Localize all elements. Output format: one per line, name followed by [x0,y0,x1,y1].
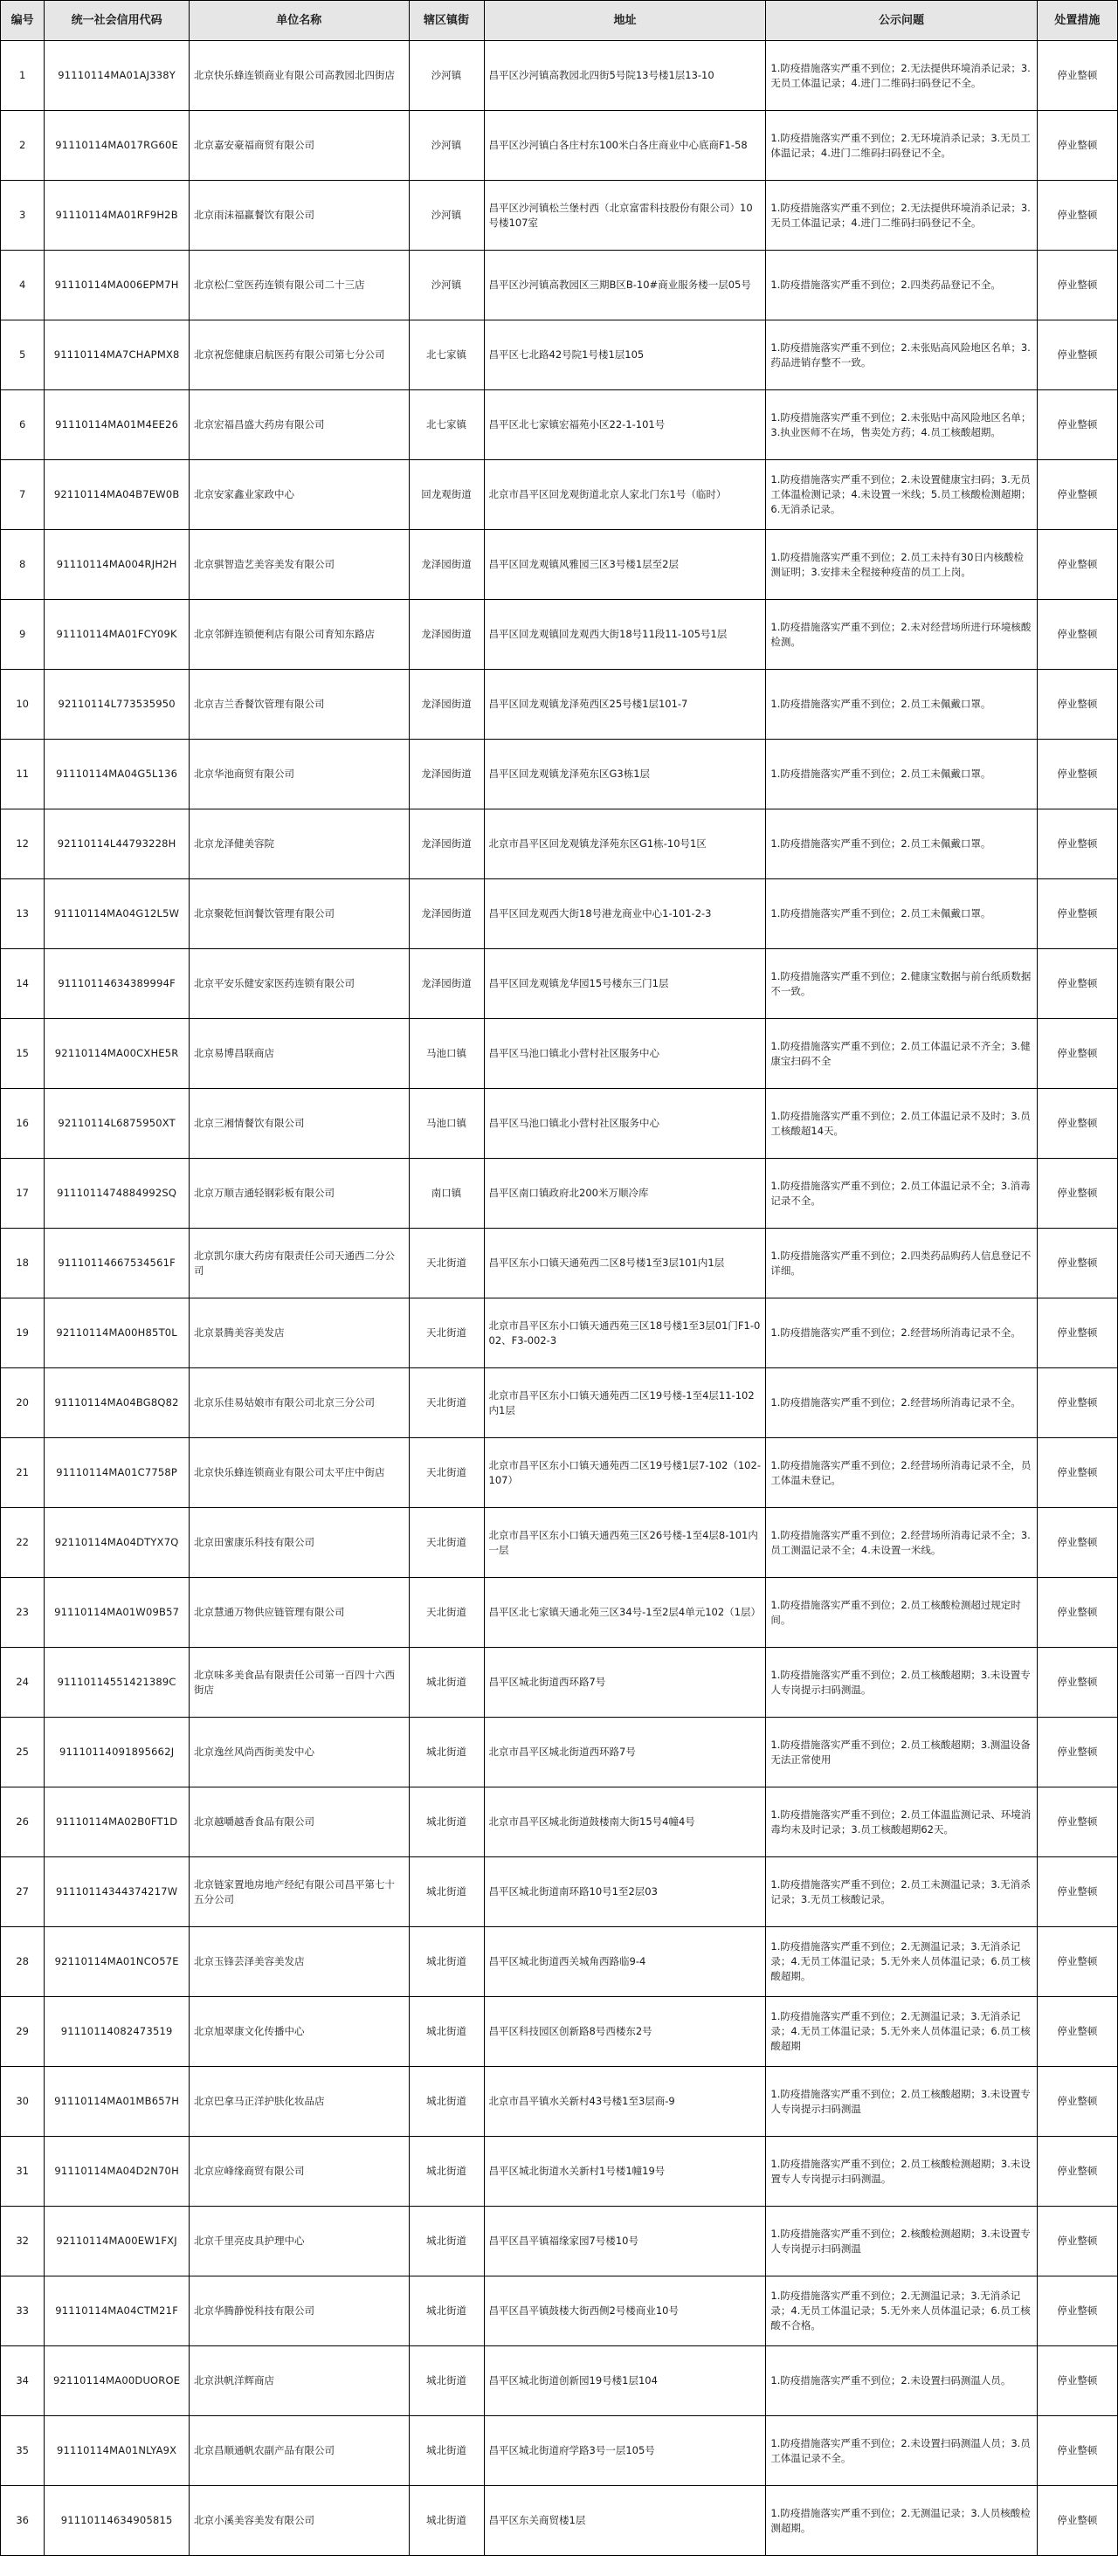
street-cell: 天北街道 [409,1508,484,1578]
row-number: 36 [1,2486,45,2556]
street-cell: 城北街道 [409,2416,484,2486]
action-cell: 停业整顿 [1037,460,1117,530]
street-cell: 龙泽园街道 [409,809,484,879]
unit-name-cell: 北京链家置地房地产经纪有限公司昌平第七十五分公司 [189,1857,409,1927]
table-row [1,2416,1118,2486]
address-cell: 北京市昌平区城北街道西环路7号 [484,1718,766,1787]
credit-code-cell: 92110114L773535950 [45,670,190,740]
address-cell: 昌平区南口镇政府北200米万顺冷库 [484,1159,766,1229]
issue-cell: 1.防疫措施落实严重不到位；2.员工未测温记录；3.无消杀记录；3.无员工核酸记录。 [766,1857,1037,1927]
table-row [1,111,1118,181]
issue-cell: 1.防疫措施落实严重不到位；2.四类药品登记不全。 [766,251,1037,320]
unit-name-cell: 北京玉锋芸泽美容美发店 [189,1927,409,1997]
street-cell: 城北街道 [409,2207,484,2276]
action-cell: 停业整顿 [1037,809,1117,879]
issue-cell: 1.防疫措施落实严重不到位；2.经营场所消毒记录不全。 [766,1368,1037,1438]
issue-cell: 1.防疫措施落实严重不到位；2.未对经营场所进行环境核酸检测。 [766,600,1037,670]
unit-name-cell: 北京越嚼越香食品有限公司 [189,1787,409,1857]
action-cell: 停业整顿 [1037,1229,1117,1298]
action-cell: 停业整顿 [1037,1089,1117,1159]
address-cell: 昌平区城北街道府学路3号一层105号 [484,2416,766,2486]
street-cell: 城北街道 [409,1787,484,1857]
header-action: 处置措施 [1037,1,1117,41]
unit-name-cell: 北京昌顺通帆农副产品有限公司 [189,2416,409,2486]
unit-name-cell: 北京嘉安豪福商贸有限公司 [189,111,409,181]
unit-name-cell: 北京快乐蜂连锁商业有限公司太平庄中街店 [189,1438,409,1508]
street-cell: 城北街道 [409,1718,484,1787]
address-cell: 昌平区沙河镇高教园北四街5号院13号楼1层13-10 [484,41,766,111]
row-number: 19 [1,1298,45,1368]
credit-code-cell: 91110114MA02B0FT1D [45,1787,190,1857]
credit-code-cell: 91110114MA01RF9H2B [45,181,190,251]
address-cell: 昌平区回龙观镇回龙观西大街18号11段11-105号1层 [484,600,766,670]
action-cell: 停业整顿 [1037,390,1117,460]
issue-cell: 1.防疫措施落实严重不到位；2.员工核酸检测超过规定时间。 [766,1578,1037,1648]
street-cell: 天北街道 [409,1298,484,1368]
address-cell: 昌平区马池口镇北小营村社区服务中心 [484,1019,766,1089]
street-cell: 龙泽园街道 [409,879,484,949]
street-cell: 沙河镇 [409,111,484,181]
table-row [1,1508,1118,1578]
unit-name-cell: 北京旭翠康文化传播中心 [189,1997,409,2067]
table-row [1,1229,1118,1298]
unit-name-cell: 北京乐佳易姑娘市有限公司北京三分公司 [189,1368,409,1438]
street-cell: 城北街道 [409,2067,484,2137]
header-unit-name: 单位名称 [189,1,409,41]
credit-code-cell: 91110114MA01C7758P [45,1438,190,1508]
row-number: 31 [1,2137,45,2207]
table-row [1,460,1118,530]
issue-cell: 1.防疫措施落实严重不到位；2.经营场所消毒记录不全；3.员工测温记录不全；4.未设置一米线。 [766,1508,1037,1578]
unit-name-cell: 北京凯尔康大药房有限责任公司天通西二分公司 [189,1229,409,1298]
action-cell: 停业整顿 [1037,41,1117,111]
street-cell: 城北街道 [409,1927,484,1997]
credit-code-cell: 91110114MA017RG60E [45,111,190,181]
unit-name-cell: 北京骐智造艺美容美发有限公司 [189,530,409,600]
row-number: 2 [1,111,45,181]
issue-cell: 1.防疫措施落实严重不到位；2.员工体温监测记录、环境消毒均未及时记录；3.员工核酸超期62天。 [766,1787,1037,1857]
unit-name-cell: 北京万顺吉通轻钢彩板有限公司 [189,1159,409,1229]
issue-cell: 1.防疫措施落实严重不到位；2.无测温记录；3.无消杀记录；4.无员工体温记录；5.无外来人员体温记录；6.员工核酸不合格。 [766,2276,1037,2346]
credit-code-cell: 91110114MA7CHAPMX8 [45,320,190,390]
address-cell: 北京市昌平区东小口镇天通苑西二区19号楼1层7-102（102-107） [484,1438,766,1508]
street-cell: 城北街道 [409,2486,484,2556]
street-cell: 城北街道 [409,1648,484,1718]
unit-name-cell: 北京三湘情餐饮有限公司 [189,1089,409,1159]
issue-cell: 1.防疫措施落实严重不到位；2.未张贴高风险地区名单；3.药品进销存整不一致。 [766,320,1037,390]
address-cell: 昌平区回龙观镇龙华园15号楼东三门1层 [484,949,766,1019]
issue-cell: 1.防疫措施落实严重不到位；2.健康宝数据与前台纸质数据不一致。 [766,949,1037,1019]
credit-code-cell: 92110114MA01NCO57E [45,1927,190,1997]
address-cell: 昌平区科技园区创新路8号西楼东2号 [484,1997,766,2067]
row-number: 20 [1,1368,45,1438]
credit-code-cell: 92110114MA00DUOROE [45,2346,190,2416]
address-cell: 北京市昌平区东小口镇天通西苑三区26号楼-1至4层8-101内一层 [484,1508,766,1578]
row-number: 7 [1,460,45,530]
row-number: 35 [1,2416,45,2486]
street-cell: 沙河镇 [409,181,484,251]
row-number: 16 [1,1089,45,1159]
row-number: 1 [1,41,45,111]
row-number: 11 [1,740,45,809]
row-number: 14 [1,949,45,1019]
street-cell: 天北街道 [409,1578,484,1648]
address-cell: 北京市昌平镇水关新村43号楼1至3层商-9 [484,2067,766,2137]
table-row [1,740,1118,809]
table-row [1,670,1118,740]
row-number: 6 [1,390,45,460]
issue-cell: 1.防疫措施落实严重不到位；2.员工体温记录不及时；3.员工核酸超14天。 [766,1089,1037,1159]
street-cell: 城北街道 [409,2276,484,2346]
table-row [1,1368,1118,1438]
unit-name-cell: 北京安家鑫业家政中心 [189,460,409,530]
credit-code-cell: 92110114L44793228H [45,809,190,879]
row-number: 24 [1,1648,45,1718]
street-cell: 沙河镇 [409,41,484,111]
row-number: 27 [1,1857,45,1927]
street-cell: 城北街道 [409,2137,484,2207]
header-issue: 公示问题 [766,1,1037,41]
action-cell: 停业整顿 [1037,1927,1117,1997]
table-row [1,2276,1118,2346]
credit-code-cell: 91110114MA04BG8Q82 [45,1368,190,1438]
row-number: 5 [1,320,45,390]
address-cell: 北京市昌平区回龙观镇龙泽苑东区G1栋-10号1区 [484,809,766,879]
table-row [1,809,1118,879]
street-cell: 回龙观街道 [409,460,484,530]
address-cell: 昌平区回龙观镇龙泽苑西区25号楼1层101-7 [484,670,766,740]
unit-name-cell: 北京味多美食品有限责任公司第一百四十六西街店 [189,1648,409,1718]
credit-code-cell: 91110114MA004RJH2H [45,530,190,600]
street-cell: 北七家镇 [409,320,484,390]
unit-name-cell: 北京田蜜康乐科技有限公司 [189,1508,409,1578]
credit-code-cell: 92110114MA04DTYX7Q [45,1508,190,1578]
action-cell: 停业整顿 [1037,670,1117,740]
address-cell: 昌平区北七家镇天通北苑三区34号-1至2层4单元102（1层） [484,1578,766,1648]
credit-code-cell: 91110114MA04CTM21F [45,2276,190,2346]
table-row [1,600,1118,670]
issue-cell: 1.防疫措施落实严重不到位；2.员工未佩戴口罩。 [766,879,1037,949]
table-row [1,949,1118,1019]
credit-code-cell: 91110114MA006EPM7H [45,251,190,320]
unit-name-cell: 北京华池商贸有限公司 [189,740,409,809]
table-row [1,530,1118,600]
unit-name-cell: 北京景腾美容美发店 [189,1298,409,1368]
row-number: 4 [1,251,45,320]
street-cell: 天北街道 [409,1229,484,1298]
address-cell: 昌平区沙河镇松兰堡村西（北京富雷科技股份有限公司）10号楼107室 [484,181,766,251]
table-row [1,1857,1118,1927]
issue-cell: 1.防疫措施落实严重不到位；2.员工核酸超期；3.未设置专人专岗提示扫码测温 [766,2067,1037,2137]
credit-code-cell: 91110114551421389C [45,1648,190,1718]
credit-code-cell: 91110114MA01M4EE26 [45,390,190,460]
row-number: 3 [1,181,45,251]
credit-code-cell: 91110114082473519 [45,1997,190,2067]
table-row [1,1019,1118,1089]
table-row [1,1787,1118,1857]
address-cell: 昌平区昌平镇鼓楼大街西侧2号楼商业10号 [484,2276,766,2346]
action-cell: 停业整顿 [1037,740,1117,809]
credit-code-cell: 91110114MA04G5L136 [45,740,190,809]
action-cell: 停业整顿 [1037,2276,1117,2346]
row-number: 28 [1,1927,45,1997]
address-cell: 北京市昌平区回龙观街道北京人家北门东1号（临时） [484,460,766,530]
unit-name-cell: 北京千里亮皮具护理中心 [189,2207,409,2276]
street-cell: 沙河镇 [409,251,484,320]
action-cell: 停业整顿 [1037,1857,1117,1927]
action-cell: 停业整顿 [1037,1019,1117,1089]
issue-cell: 1.防疫措施落实严重不到位；2.员工核酸检测超期；3.未设置专人专岗提示扫码测温。 [766,2137,1037,2207]
row-number: 30 [1,2067,45,2137]
issue-cell: 1.防疫措施落实严重不到位；2.未设置扫码测温人员；3.员工体温记录不全。 [766,2416,1037,2486]
row-number: 21 [1,1438,45,1508]
table-row [1,41,1118,111]
unit-name-cell: 北京龙泽健美容院 [189,809,409,879]
row-number: 13 [1,879,45,949]
address-cell: 昌平区回龙观镇龙泽苑东区G3栋1层 [484,740,766,809]
street-cell: 南口镇 [409,1159,484,1229]
credit-code-cell: 91110114MA04G12L5W [45,879,190,949]
address-cell: 昌平区沙河镇高教园区三期B区B-10#商业服务楼一层05号 [484,251,766,320]
unit-name-cell: 北京聚乾恒润餐饮管理有限公司 [189,879,409,949]
action-cell: 停业整顿 [1037,2486,1117,2556]
street-cell: 北七家镇 [409,390,484,460]
header-address: 地址 [484,1,766,41]
action-cell: 停业整顿 [1037,181,1117,251]
issue-cell: 1.防疫措施落实严重不到位；2.四类药品购药人信息登记不详细。 [766,1229,1037,1298]
unit-name-cell: 北京华腾静悦科技有限公司 [189,2276,409,2346]
row-number: 17 [1,1159,45,1229]
street-cell: 龙泽园街道 [409,949,484,1019]
issue-cell: 1.防疫措施落实严重不到位；2.无法提供环境消杀记录；3.无员工体温记录；4.进门二维码扫码登记不全。 [766,41,1037,111]
address-cell: 北京市昌平区东小口镇天通苑西二区19号楼-1至4层11-102内1层 [484,1368,766,1438]
street-cell: 城北街道 [409,1857,484,1927]
action-cell: 停业整顿 [1037,2137,1117,2207]
table-row [1,1997,1118,2067]
credit-code-cell: 91110114MA01AJ338Y [45,41,190,111]
credit-code-cell: 91110114634905815 [45,2486,190,2556]
credit-code-cell: 91110114344374217W [45,1857,190,1927]
action-cell: 停业整顿 [1037,2416,1117,2486]
unit-name-cell: 北京洪帆洋辉商店 [189,2346,409,2416]
address-cell: 昌平区城北街道西关城角西路临9-4 [484,1927,766,1997]
row-number: 29 [1,1997,45,2067]
row-number: 26 [1,1787,45,1857]
action-cell: 停业整顿 [1037,2207,1117,2276]
table-row [1,2207,1118,2276]
action-cell: 停业整顿 [1037,1997,1117,2067]
row-number: 25 [1,1718,45,1787]
credit-code-cell: 9111011474884992SQ [45,1159,190,1229]
street-cell: 天北街道 [409,1438,484,1508]
street-cell: 城北街道 [409,1997,484,2067]
unit-name-cell: 北京巴拿马正洋护肤化妆品店 [189,2067,409,2137]
credit-code-cell: 92110114MA00H85T0L [45,1298,190,1368]
street-cell: 龙泽园街道 [409,530,484,600]
action-cell: 停业整顿 [1037,1508,1117,1578]
action-cell: 停业整顿 [1037,879,1117,949]
street-cell: 马池口镇 [409,1089,484,1159]
unit-name-cell: 北京祝您健康启航医药有限公司第七分公司 [189,320,409,390]
street-cell: 马池口镇 [409,1019,484,1089]
header-no: 编号 [1,1,45,41]
address-cell: 昌平区城北街道南环路10号1至2层03 [484,1857,766,1927]
action-cell: 停业整顿 [1037,2067,1117,2137]
header-street: 辖区镇街 [409,1,484,41]
issue-cell: 1.防疫措施落实严重不到位；2.无测温记录；3.无消杀记录；4.无员工体温记录；5.无外来人员体温记录；6.员工核酸超期 [766,1997,1037,2067]
table-row [1,1648,1118,1718]
action-cell: 停业整顿 [1037,251,1117,320]
row-number: 8 [1,530,45,600]
issue-cell: 1.防疫措施落实严重不到位；2.无环境消杀记录；3.无员工体温记录；4.进门二维码扫码登记不全。 [766,111,1037,181]
unit-name-cell: 北京易博昌联商店 [189,1019,409,1089]
action-cell: 停业整顿 [1037,1787,1117,1857]
table-row [1,879,1118,949]
issue-cell: 1.防疫措施落实严重不到位；2.员工核酸超期；3.测温设备无法正常使用 [766,1718,1037,1787]
street-cell: 龙泽园街道 [409,740,484,809]
table-row [1,181,1118,251]
credit-code-cell: 91110114667534561F [45,1229,190,1298]
street-cell: 龙泽园街道 [409,600,484,670]
credit-code-cell: 91110114091895662J [45,1718,190,1787]
credit-code-cell: 91110114MA01MB657H [45,2067,190,2137]
address-cell: 昌平区城北街道创新园19号楼1层104 [484,2346,766,2416]
issue-cell: 1.防疫措施落实严重不到位；2.员工核酸超期；3.未设置专人专岗提示扫码测温。 [766,1648,1037,1718]
action-cell: 停业整顿 [1037,1368,1117,1438]
action-cell: 停业整顿 [1037,320,1117,390]
action-cell: 停业整顿 [1037,1159,1117,1229]
table-row [1,1718,1118,1787]
address-cell: 昌平区沙河镇白各庄村东100米白各庄商业中心底商F1-58 [484,111,766,181]
credit-code-cell: 91110114MA01W09B57 [45,1578,190,1648]
action-cell: 停业整顿 [1037,1578,1117,1648]
unit-name-cell: 北京邻鲜连锁便利店有限公司育知东路店 [189,600,409,670]
credit-code-cell: 91110114634389994F [45,949,190,1019]
issue-cell: 1.防疫措施落实严重不到位；2.员工未佩戴口罩。 [766,740,1037,809]
action-cell: 停业整顿 [1037,600,1117,670]
credit-code-cell: 92110114MA00EW1FXJ [45,2207,190,2276]
row-number: 32 [1,2207,45,2276]
unit-name-cell: 北京慧通万物供应链管理有限公司 [189,1578,409,1648]
table-row [1,1927,1118,1997]
action-cell: 停业整顿 [1037,949,1117,1019]
row-number: 10 [1,670,45,740]
issue-cell: 1.防疫措施落实严重不到位；2.员工未佩戴口罩。 [766,809,1037,879]
action-cell: 停业整顿 [1037,111,1117,181]
table-row [1,2346,1118,2416]
unit-name-cell: 北京小溪美容美发有限公司 [189,2486,409,2556]
table-row [1,1298,1118,1368]
issue-cell: 1.防疫措施落实严重不到位；2.经营场所消毒记录不全。 [766,1298,1037,1368]
unit-name-cell: 北京平安乐健安家医药连锁有限公司 [189,949,409,1019]
row-number: 33 [1,2276,45,2346]
issue-cell: 1.防疫措施落实严重不到位；2.员工未持有30日内核酸检测证明；3.安排未全程接种疫苗的员工上岗。 [766,530,1037,600]
address-cell: 昌平区回龙观西大街18号港龙商业中心1-101-2-3 [484,879,766,949]
issue-cell: 1.防疫措施落实严重不到位；2.未设置扫码测温人员。 [766,2346,1037,2416]
action-cell: 停业整顿 [1037,1438,1117,1508]
table-row [1,1159,1118,1229]
action-cell: 停业整顿 [1037,530,1117,600]
row-number: 23 [1,1578,45,1648]
issue-cell: 1.防疫措施落实严重不到位；2.员工体温记录不齐全；3.健康宝扫码不全 [766,1019,1037,1089]
credit-code-cell: 92110114L6875950XT [45,1089,190,1159]
street-cell: 天北街道 [409,1368,484,1438]
address-cell: 昌平区北七家镇宏福苑小区22-1-101号 [484,390,766,460]
address-cell: 昌平区东关商贸楼1层 [484,2486,766,2556]
table-row [1,1578,1118,1648]
table-row [1,1089,1118,1159]
address-cell: 北京市昌平区东小口镇天通西苑三区18号楼1至3层01门F1-002、F3-002-3 [484,1298,766,1368]
row-number: 18 [1,1229,45,1298]
address-cell: 昌平区回龙观镇风雅园三区3号楼1层至2层 [484,530,766,600]
table-row [1,2486,1118,2556]
issue-cell: 1.防疫措施落实严重不到位；2.核酸检测超期；3.未设置专人专岗提示扫码测温 [766,2207,1037,2276]
table-row [1,2137,1118,2207]
street-cell: 龙泽园街道 [409,670,484,740]
row-number: 34 [1,2346,45,2416]
unit-name-cell: 北京吉兰香餐饮管理有限公司 [189,670,409,740]
street-cell: 城北街道 [409,2346,484,2416]
credit-code-cell: 91110114MA01FCY09K [45,600,190,670]
address-cell: 昌平区城北街道西环路7号 [484,1648,766,1718]
row-number: 15 [1,1019,45,1089]
issue-cell: 1.防疫措施落实严重不到位；2.未张贴中高风险地区名单；3.执业医师不在场，售卖处方药；4.员工核酸超期。 [766,390,1037,460]
table-row [1,251,1118,320]
unit-name-cell: 北京逸丝风尚西街美发中心 [189,1718,409,1787]
issue-cell: 1.防疫措施落实严重不到位；2.员工体温记录不全；3.消毒记录不全。 [766,1159,1037,1229]
table-row [1,320,1118,390]
action-cell: 停业整顿 [1037,1298,1117,1368]
unit-name-cell: 北京雨沫福赢餐饮有限公司 [189,181,409,251]
address-cell: 昌平区东小口镇天通苑西二区8号楼1至3层101内1层 [484,1229,766,1298]
action-cell: 停业整顿 [1037,1648,1117,1718]
action-cell: 停业整顿 [1037,2346,1117,2416]
issue-cell: 1.防疫措施落实严重不到位；2.无法提供环境消杀记录；3.无员工体温记录；4.进门二维码扫码登记不全。 [766,181,1037,251]
issue-cell: 1.防疫措施落实严重不到位；2.无测温记录；3.无消杀记录；4.无员工体温记录；5.无外来人员体温记录；6.员工核酸超期。 [766,1927,1037,1997]
row-number: 22 [1,1508,45,1578]
address-cell: 昌平区昌平镇福缘家园7号楼10号 [484,2207,766,2276]
action-cell: 停业整顿 [1037,1718,1117,1787]
unit-name-cell: 北京应峰缘商贸有限公司 [189,2137,409,2207]
issue-cell: 1.防疫措施落实严重不到位；2.经营场所消毒记录不全，员工体温未登记。 [766,1438,1037,1508]
header-row [1,1,1118,41]
issue-cell: 1.防疫措施落实严重不到位；2.无测温记录；3.人员核酸检测超期。 [766,2486,1037,2556]
address-cell: 昌平区城北街道水关新村1号楼1幢19号 [484,2137,766,2207]
unit-name-cell: 北京快乐蜂连锁商业有限公司高教园北四街店 [189,41,409,111]
row-number: 12 [1,809,45,879]
address-cell: 北京市昌平区城北街道鼓楼南大街15号4幢4号 [484,1787,766,1857]
issue-cell: 1.防疫措施落实严重不到位；2.员工未佩戴口罩。 [766,670,1037,740]
table-row [1,2067,1118,2137]
unit-name-cell: 北京宏福昌盛大药房有限公司 [189,390,409,460]
address-cell: 昌平区七北路42号院1号楼1层105 [484,320,766,390]
table-row [1,1438,1118,1508]
credit-code-cell: 91110114MA04D2N70H [45,2137,190,2207]
credit-code-cell: 91110114MA01NLYA9X [45,2416,190,2486]
address-cell: 昌平区马池口镇北小营村社区服务中心 [484,1089,766,1159]
table-row [1,390,1118,460]
credit-code-cell: 92110114MA04B7EW0B [45,460,190,530]
header-credit-code: 统一社会信用代码 [45,1,190,41]
issue-cell: 1.防疫措施落实严重不到位；2.未设置健康宝扫码；3.无员工体温检测记录；4.未设置一米线；5.员工核酸检测超期；6.无消杀记录。 [766,460,1037,530]
credit-code-cell: 92110114MA00CXHE5R [45,1019,190,1089]
table-body [1,41,1118,2556]
row-number: 9 [1,600,45,670]
unit-name-cell: 北京松仁堂医药连锁有限公司二十三店 [189,251,409,320]
